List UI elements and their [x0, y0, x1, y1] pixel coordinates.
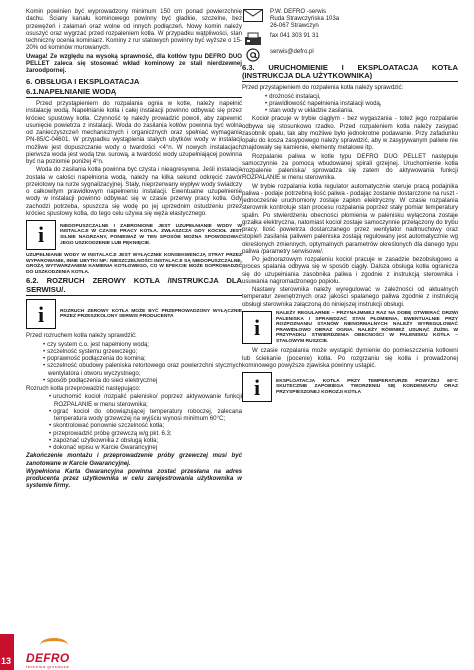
list-item: • skontrolować ponownie szczelność kotła; — [26, 422, 242, 429]
section-6-1-text: Przed przystąpieniem do rozpalania ognia w kotle, należy napełnić instalację wodą. Napełnianie kotła i całej instalacji powinno odbywać się przez króciec spustowy kotła. Czynność tę należy prowadzić powoli, aby zapewnić usunięcie powietrza z instalacji. Woda do zasilania kotłów powinna być wolna od zanieczyszczeń mechanicznych i organicznych oraz spełniać wymagania PN-85/C-04601. W przypadku wystąpienia stałych ubytków wody w instalacji możliwe jest dopuszczanie wody o twardości <4°n. W nowych instalacjach pierwsza woda jest wodą tzw. surową, a twardość wody uzupełniającej powinna być na poziomie poniżej 4°n. — [26, 100, 242, 166]
contact-address — [242, 8, 458, 30]
contact-line: 26-067 Strawczyn — [270, 22, 319, 30]
section-6-1-text-2: Woda do zasilania kotła powinna być czysta i nieagresywna. Jeśli instalacja została w całości napełniona wodą, należy na kilka sekund odkręcić zawór przelotowy na rurze sygnalizacyjnej. Stały, nieprzerwany wypływ wody świadczy o całkowitym prawidłowym napełnieniu instalacji. Ewentualne uzupełnienie wody w instalacji powinno odbywać się w czasie przerwy pracy kotła. Gdy zachodzi potrzeba, spuszcza się wodę po jej uprzednim ostudzeniu przez króciec spustowy kotła, do tego celu używa się węża elastycznego. — [26, 166, 242, 217]
list-item: • drożność instalacji, — [242, 93, 458, 100]
info-icon: i — [242, 372, 272, 402]
notice-text: NALEŻY REGULARNIE – PRZYNAJMNIEJ RAZ NA DOBĘ OTWIERAĆ DRZWI PALENISKA I SPRAWDZAĆ STAN PŁOMIENIA, EWENTUALNIE PRZY ROZPOZNANIU STANÓW NIENORMALNYCH NALEŻY WYREGULOWAĆ PRAWIDŁOWO OBRAZ OGNIA. NALEŻY RÓWNIEŻ USUNĄĆ ŻUŻEL W PRZYPADKU STWIERDZENIA OBECNOŚCI W PALENISKU KOTŁA – STAŁOWYM RUSZCIE. — [276, 310, 458, 344]
paragraph: W czasie rozpalania może wystąpić dymienie do pomieszczenia kotłowni lub ściekanie (pocenie) kotła. Po rozgrzaniu się kotła i prowadzonej kominowego powyższe zjawiska powinny ustąpić. — [242, 347, 458, 369]
caps-paragraph: UZUPEŁNIANIE WODY W INSTALACJI JEST WYŁĄCZNIE KONSEKWENCJĄ STRAT PRZEZ WYPAROWANIE, INNE UBYTKI NP.: NIESZCZELNOŚCI INSTALACJI SĄ NIEDOPUSZCZALNE, GROŻĄ WYTWARZANIEM KAMIENIA KOTŁOWEGO, CO W EFEKCIE MOŻE DOPROWADZIĆ DO USZKODZENIA KOTŁA. — [26, 253, 242, 275]
list-item: • dokonać wpisu w Karcie Gwarancyjnej — [26, 444, 242, 451]
list-item: • uruchomić kocioł /rozpalić palenisko/ poprzez aktywowanie funkcji ROZPALANIE w menu sterownika; — [26, 393, 242, 408]
notice-text: EKSPLOATACJA KOTŁA PRZY TEMPERATURZE POWYŻEJ 60°C SKUTECZNIE ZAPOBIEGA TWORZENIU SIĘ KONDENSATU ORAZ PRZYSPIESZONEJ KOROZJI KOTŁA — [276, 378, 458, 396]
contact-line: Ruda Strawczyńska 103a — [270, 15, 340, 23]
info-icon: i — [26, 220, 56, 250]
list-item: • prawidłowość napełnienia instalacji wodą, — [242, 100, 458, 107]
check-intro: Przed przystąpieniem do rozpalenia kotła należy sprawdzić: — [242, 84, 404, 92]
notice-box-water — [26, 220, 242, 250]
contact-email — [242, 48, 458, 62]
notice-box-temperature — [242, 372, 458, 402]
at-icon — [242, 48, 264, 62]
section-6-3-title: 6.3. URUCHOMIENIE I EKSPLOATACJA KOTŁA (INSTRUKCJA DLA UŻYTKOWNIKA) — [242, 64, 458, 83]
check-intro: Przed rozruchem kotła należy sprawdzić: — [26, 332, 137, 340]
contact-line: P.W. DEFRO -serwis — [270, 8, 327, 15]
warning-paragraph: Uwaga! Ze względu na wysoką sprawność, dla kotłów typu DEFRO DUO PELLET zaleca się stosować wkład kominowy ze stali nierdzewnej żaroodpornej. — [26, 52, 242, 74]
notice-text: NIEDOPUSZCZALNE I ZABRONIONE JEST UZUPEŁNIANIE WODY W INSTALACJI W CZASIE PRACY KOTŁA. ZWŁASZCZA GDY KOCIOŁ JEST SILNIE NAGRZANY, PONIEWAŻ W TEN SPOSÓB MOŻNA SPOWODOWAĆ JEGO USZKODZENIE LUB PĘKNIĘCIE. — [60, 223, 242, 246]
info-icon: i — [26, 299, 56, 329]
paragraph: Kocioł pracuje w trybie ciągłym - bez wygaszania - toteż jego rozpalanie odbywa się stosunkowo rzadko. Przed rozpaleniem kotła należy zasypać zasobnik opału, tak aby możliwe było jednokrotne podawanie. Przy zafadunku opału do kosza zasypowego należy sprawdzić, aby w zasypywanym paliwie nie znajdowały się kamienie, elementy metalowe itp. — [242, 115, 458, 152]
check-list — [242, 93, 458, 115]
logo-arc-icon — [40, 638, 68, 652]
left-column — [26, 8, 242, 491]
closing-note-1: Zakończenie montażu i przeprowadzenie próby grzewczej musi być zanotowane w Karcie Gwarancyjnej. — [26, 452, 242, 467]
info-icon: i — [242, 311, 272, 345]
page-number: 13 — [1, 656, 12, 666]
list-item: • czy system c.o. jest napełniony wodą; — [26, 341, 242, 348]
fax-number: fax 041 303 91 31 — [270, 31, 319, 39]
intro-paragraph: Komin powinien być wyprowadzony minimum 150 cm ponad powierzchnię dachu. Ściany kanału kominowego powinny być gładkie, szczelne, bez przewężeń i załamań oraz wolne od innych podłączeń. Nowy komin należy osuszyć oraz wygrzać przed rozpaleniem kotła. W przypadku wątpliwości, stan techniczny ocenia kominiarz. Kominy z rur stalowych powinny być wyższe o 15-20% od kominów murowanych. — [26, 8, 242, 52]
page-number-bar — [0, 634, 14, 670]
envelope-icon — [242, 8, 264, 22]
notice-text: ROZRUCH ZEROWY KOTŁA MOŻE BYĆ PRZEPROWADZONY WYŁĄCZNIE PRZEZ PRZESZKOLONY SERWIS PRODUCENTA — [60, 308, 242, 320]
brand-logo: DEFRO — [26, 651, 70, 665]
closing-note-2: Wypełniona Karta Gwarancyjna powinna zostać przesłana na adres producenta przez użytkownika w celu zarejestrowania użytkownika w systemie firmy. — [26, 467, 242, 490]
list-item: • ograć kocioł do obowiązującej temperatury roboczej, zalecana temperatura wody grzewczej na wyjściu wynosi minimum 60°C; — [26, 408, 242, 423]
check-list — [26, 341, 242, 385]
section-6-1-title: 6.1.NAPEŁNIANIE WODĄ — [26, 88, 242, 98]
list-item: • szczelność systemu grzewczego; — [26, 348, 242, 355]
page-footer — [0, 634, 474, 670]
list-item: • szczelność obudowy paleniska retortowego oraz powierzchni stycznych wentylatora i otworu wyczystnego; — [26, 362, 242, 377]
list-item: • poprawność podłączenia do komina; — [26, 355, 242, 362]
paragraph: W trybie rozpalania kotła regulator automatycznie steruje pracą podajnika paliwa - podaje potrzebną ilość paliwa - podając zostanie dostarczone na ruszt - jednocześnie uruchomiony zostaje zapłon elektryczny. W czasie rozpalania sterownik kontroluje stan procesu rozpalania poprzez stały pomiar temperatury spalin. Po stwierdzeniu obecności płomienia w palenisku wyłączona zostaje grzałka elektryczna, natomiast kocioł zostaje samoczynnie przełączony do trybu pracy. Ilość powietrza dostarczanego przez wentylator nadmuchowy oraz stopień zasilania paliwem paleniska zostają regulowany jest automatycznie wg określonych zmiennych, optymalnych parametrów określonych dla danego typu paliwa /parametry serwisowe/. — [242, 182, 458, 255]
paragraph: Nastawy sterownika należy wyregulować w zależności od aktualnych temperatur zewnętrznych oraz jakości spalanego paliwa zgodnie z instrukcją obsługi sterownika załączoną do niniejszej instrukcji obsługi. — [242, 286, 458, 308]
email-address: serwis@defro.pl — [270, 47, 314, 55]
contact-fax — [242, 32, 458, 46]
fax-icon — [242, 32, 264, 46]
notice-box-service — [26, 299, 242, 329]
paragraph: Rozpalanie paliwa w kotle typu DEFRO DUO PELLET następuje samoczynnie za pomocą wbudowanej spirali grzejnej. Uruchomienie kotła /rozpalenie paleniska/ sprowadza się zatem do aktywowania funkcji ROZPALANIE w menu sterownika. — [242, 152, 458, 182]
brand-tagline: technika grzewcza — [26, 664, 70, 669]
list-item: • sposób podłączenia do sieci elektrycznej — [26, 377, 242, 384]
paragraph: Po jednorazowym rozpaleniu kocioł pracuje w zasadzie bezobsługowo a proces spalania odbywa się w sposób ciągły. Dalsza obsługa kotła ogranicza się do uzupełniania zasobnika paliwa i zgodnie z instrukcją sterownika i usuwania nagromadzonego popiołu. — [242, 256, 458, 285]
notice-box-flame — [242, 311, 458, 345]
start-intro: Rozruch kotła przeprowadzić następująco: — [26, 385, 141, 392]
list-item: • przeprowadzić próbę grzewczą w/g pkt. 6.3; — [26, 430, 242, 437]
section-6-2-title: 6.2. ROZRUCH ZEROWY KOTŁA /INSTRUKCJA DLA SERWISU/. — [26, 277, 242, 296]
list-item: • zapoznać użytkownika z obsługą kotła; — [26, 437, 242, 444]
list-item: • stan wody w układzie zasilania. — [242, 107, 458, 114]
section-6-title: 6. OBSŁUGA I EKSPLOATACJA — [26, 77, 140, 87]
start-list — [26, 393, 242, 451]
right-column — [242, 8, 458, 405]
